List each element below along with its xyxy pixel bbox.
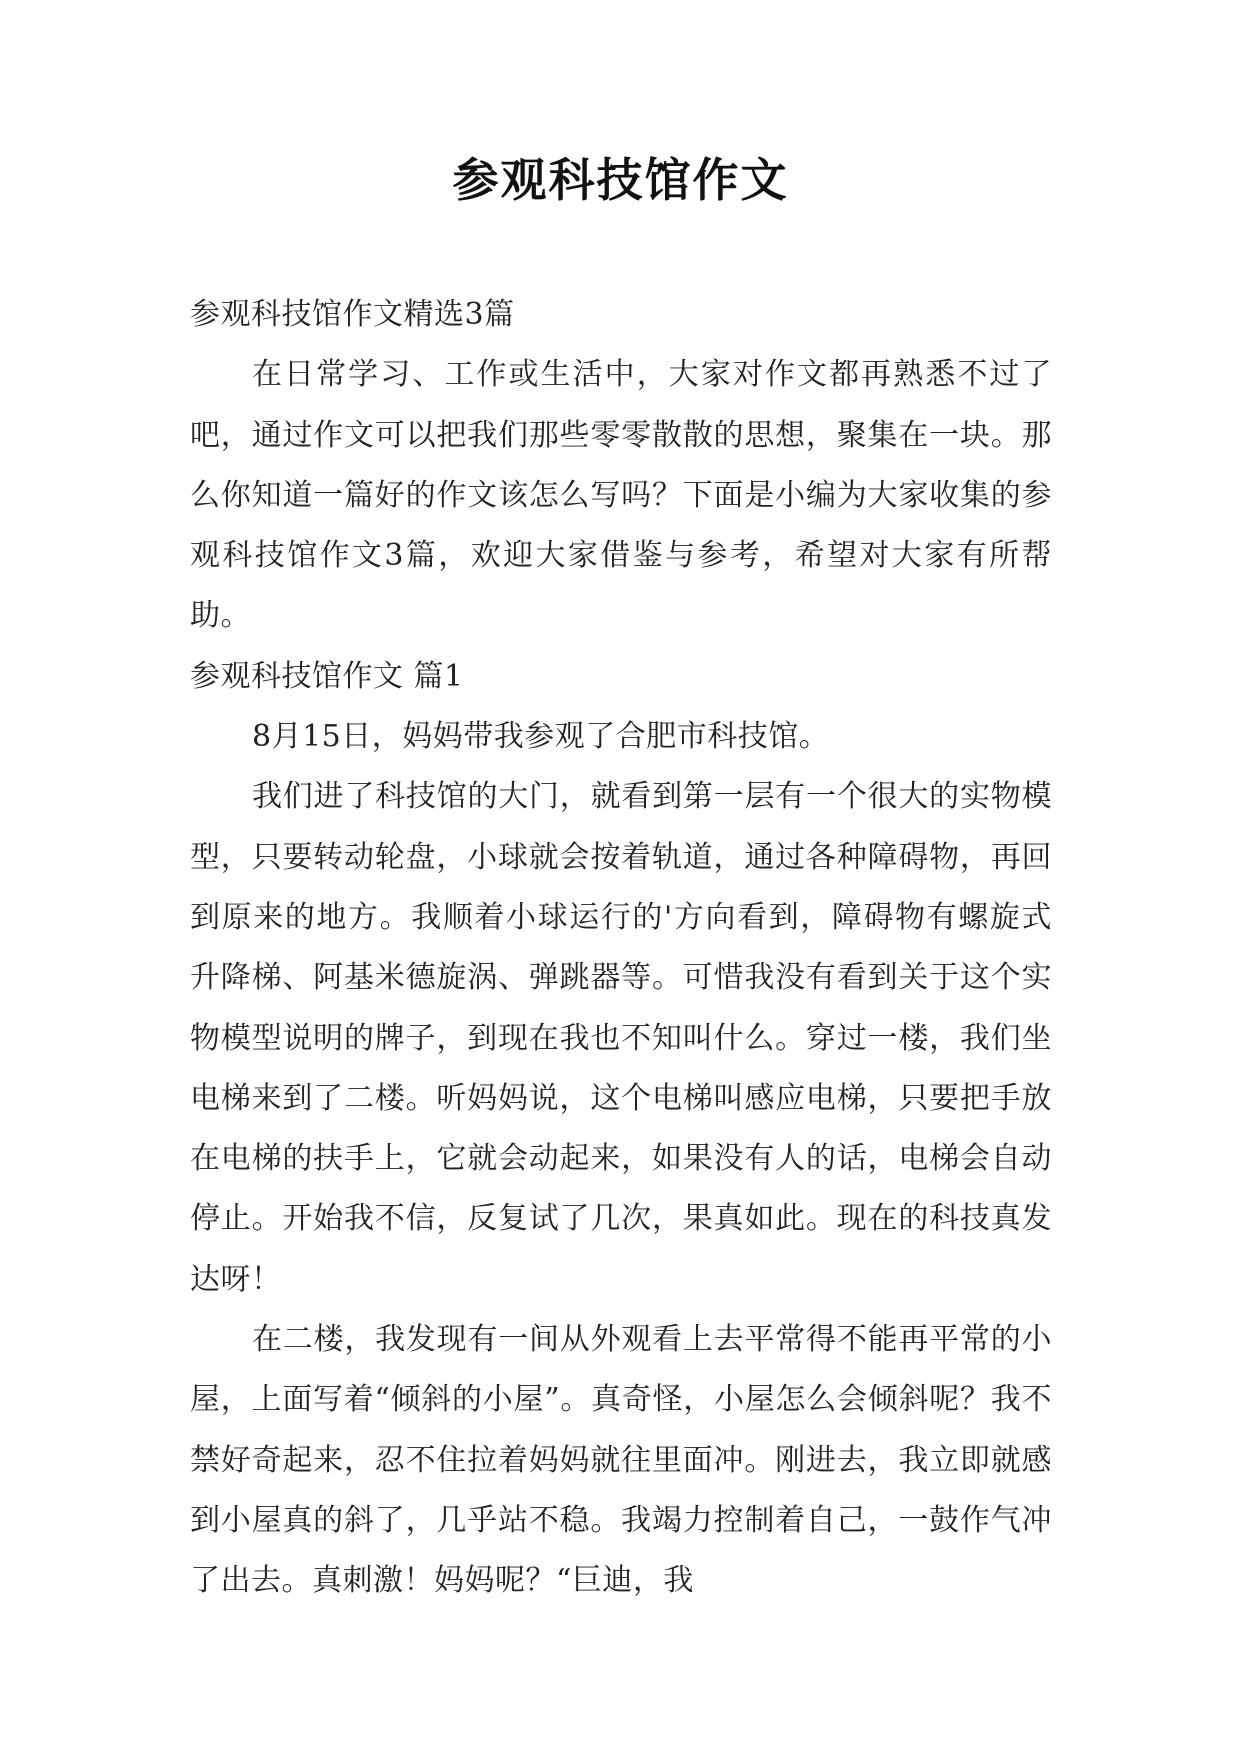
- body-paragraph: 在二楼，我发现有一间从外观看上去平常得不能再平常的小屋，上面写着“倾斜的小屋”。真奇怪，小屋怎么会倾斜呢？我不禁好奇起来，忍不住拉着妈妈就往里面冲。刚进去，我立即就感到小屋真的斜了，几乎站不稳。我竭力控制着自己，一鼓作气冲了出去。真刺激！妈妈呢？“巨迪，我: [190, 1322, 1052, 1599]
- document-body: [190, 285, 1052, 1612]
- intro-paragraph: 在日常学习、工作或生活中，大家对作文都再熟悉不过了吧，通过作文可以把我们那些零零散散的思想，聚集在一块。那么你知道一篇好的作文该怎么写吗？下面是小编为大家收集的参观科技馆作文3篇，欢迎大家借鉴与参考，希望对大家有所帮助。: [190, 357, 1052, 634]
- document-subtitle: 参观科技馆作文精选3篇: [190, 297, 515, 332]
- body-paragraph: 我们进了科技馆的大门，就看到第一层有一个很大的实物模型，只要转动轮盘，小球就会按着轨道，通过各种障碍物，再回到原来的地方。我顺着小球运行的'方向看到，障碍物有螺旋式升降梯、阿基米德旋涡、弹跳器等。可惜我没有看到关于这个实物模型说明的牌子，到现在我也不知叫什么。穿过一楼，我们坐电梯来到了二楼。听妈妈说，这个电梯叫感应电梯，只要把手放在电梯的扶手上，它就会动起来，如果没有人的话，电梯会自动停止。开始我不信，反复试了几次，果真如此。现在的科技真发达呀！: [190, 779, 1052, 1297]
- document-title: 参观科技馆作文: [452, 153, 789, 207]
- section-heading: 参观科技馆作文 篇1: [190, 658, 464, 694]
- body-paragraph: 8月15日，妈妈带我参观了合肥市科技馆。: [252, 719, 830, 755]
